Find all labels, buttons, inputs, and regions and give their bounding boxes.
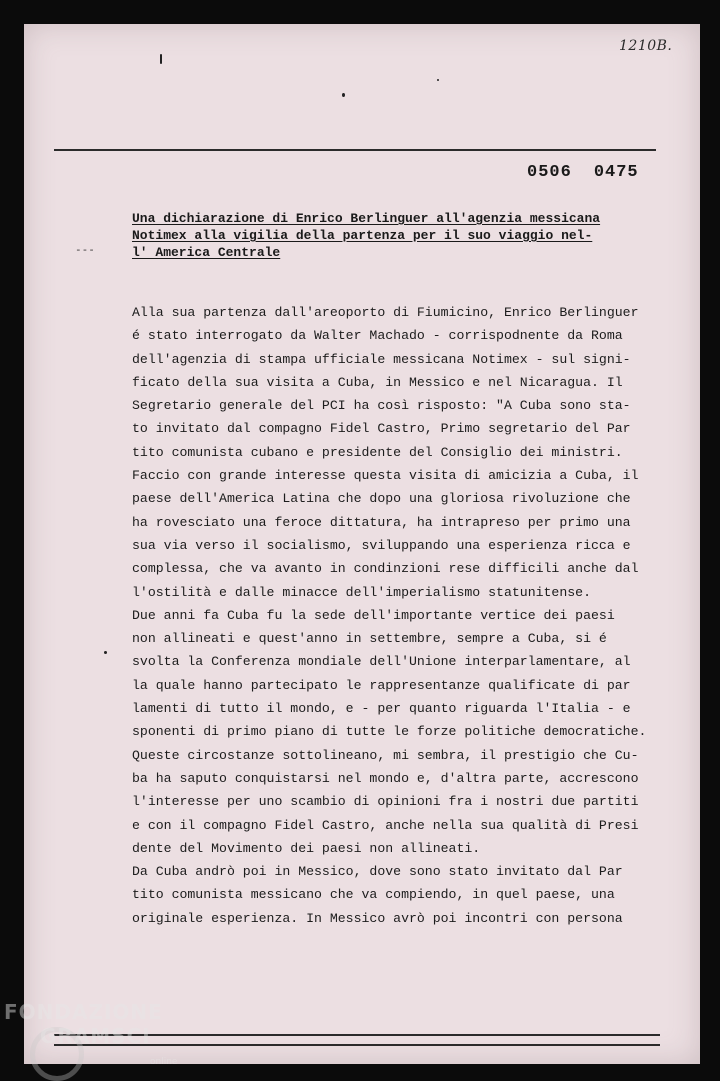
- body-line: to invitato dal compagno Fidel Castro, Primo segretario del Par: [132, 421, 631, 437]
- body-line: é stato interrogato da Walter Machado - corrispodnente da Roma: [132, 328, 623, 344]
- title-line: l' America Centrale: [132, 245, 281, 260]
- body-line: la quale hanno partecipato le rappresentanze qualificate di par: [132, 677, 631, 693]
- paper-speck: [160, 54, 162, 64]
- document-title: [132, 210, 632, 261]
- margin-dash: ---: [75, 243, 95, 256]
- body-line: l'ostilità e dalle minacce dell'imperialismo statunitense.: [132, 584, 591, 600]
- document-page: [24, 24, 700, 1064]
- body-line: svolta la Conferenza mondiale dell'Unione interparlamentare, al: [132, 654, 631, 670]
- body-line: e con il compagno Fidel Castro, anche nella sua qualità di Presi: [132, 817, 639, 833]
- body-line: ha rovesciato una feroce dittatura, ha intrapreso per primo una: [132, 514, 631, 530]
- title-line: Notimex alla vigilia della partenza per il suo viaggio nel-: [132, 228, 593, 243]
- body-line: ficato della sua visita a Cuba, in Messico e nel Nicaragua. Il: [132, 374, 623, 390]
- paper-speck: [104, 651, 107, 654]
- document-body: [132, 301, 672, 930]
- body-line: dente del Movimento dei paesi non allineati.: [132, 840, 481, 856]
- handwritten-note: 1210B.: [619, 38, 673, 54]
- title-line: Una dichiarazione di Enrico Berlinguer all'agenzia messicana: [132, 211, 601, 226]
- body-line: dell'agenzia di stampa ufficiale messicana Notimex - sul signi-: [132, 351, 631, 367]
- watermark-online: online: [150, 1057, 178, 1067]
- body-line: sponenti di primo piano di tutte le forze politiche democratiche.: [132, 724, 647, 740]
- paper-speck: [437, 79, 439, 81]
- body-line: ba ha saputo conquistarsi nel mondo e, d'altra parte, accrescono: [132, 770, 639, 786]
- watermark: [4, 1000, 178, 1067]
- body-line: tito comunista messicano che va compiendo, in quel paese, una: [132, 887, 615, 903]
- document-number: [527, 163, 639, 182]
- watermark-line: FONDAZIONE: [4, 1000, 163, 1024]
- body-line: originale esperienza. In Messico avrò poi incontri con persona: [132, 910, 623, 926]
- paper-speck: [342, 93, 345, 97]
- watermark-line: GRAMSCI: [40, 1024, 151, 1048]
- body-line: Segretario generale del PCI ha così risposto: "A Cuba sono sta-: [132, 398, 631, 414]
- document-number-part: 0475: [593, 163, 639, 182]
- body-line: Alla sua partenza dall'areoporto di Fiumicino, Enrico Berlinguer: [132, 305, 639, 320]
- body-line: l'interesse per uno scambio di opinioni fra i nostri due partiti: [132, 794, 639, 810]
- body-line: Da Cuba andrò poi in Messico, dove sono stato invitato dal Par: [132, 864, 623, 880]
- body-line: non allineati e quest'anno in settembre, sempre a Cuba, si é: [132, 631, 607, 647]
- body-line: paese dell'America Latina che dopo una gloriosa rivoluzione che: [132, 491, 631, 507]
- body-line: Faccio con grande interesse questa visita di amicizia a Cuba, il: [132, 468, 639, 484]
- body-line: Due anni fa Cuba fu la sede dell'importante vertice dei paesi: [132, 607, 615, 623]
- body-line: sua via verso il socialismo, sviluppando una esperienza ricca e: [132, 537, 631, 553]
- body-line: Queste circostanze sottolineano, mi sembra, il prestigio che Cu-: [132, 747, 639, 763]
- body-line: complessa, che va avanto in condinzioni rese difficili anche dal: [132, 561, 639, 577]
- body-line: lamenti di tutto il mondo, e - per quanto riguarda l'Italia - e: [132, 701, 631, 717]
- top-rule: [54, 149, 656, 151]
- document-number-part: 0506: [527, 163, 572, 182]
- body-line: tito comunista cubano e presidente del Consiglio dei ministri.: [132, 444, 623, 460]
